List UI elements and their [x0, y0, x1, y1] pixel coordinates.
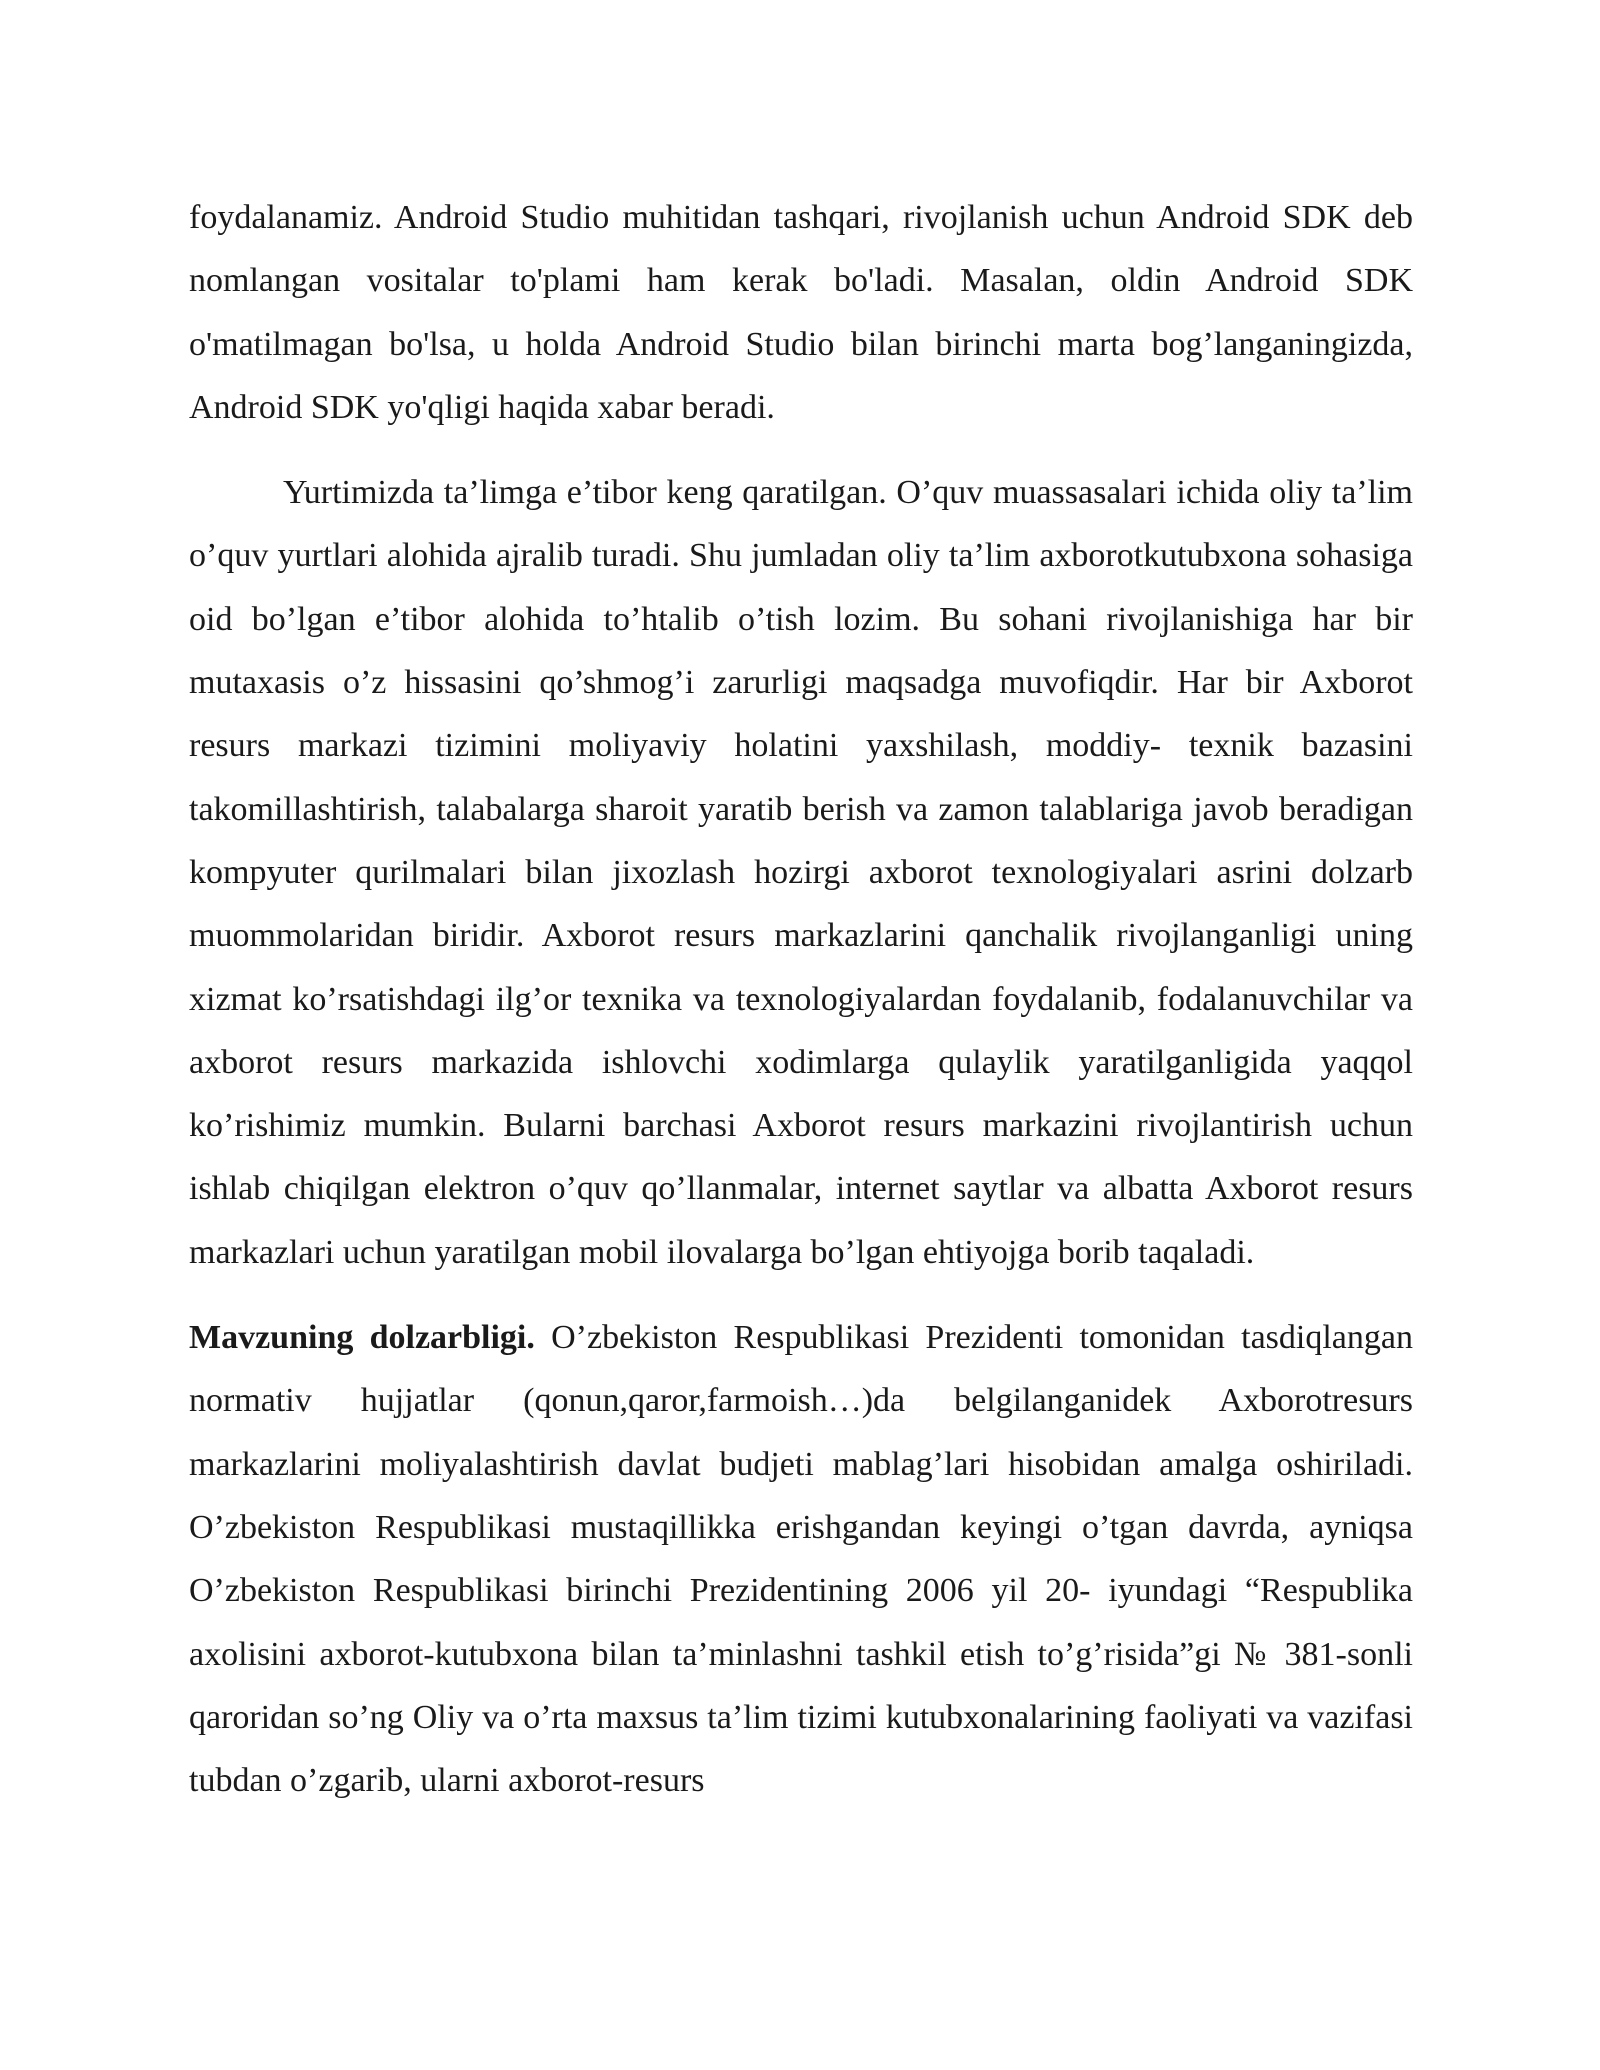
paragraph-text: foydalanamiz. Android Studio muhitidan tashqari, rivojlanish uchun Android SDK deb nomlangan vositalar to'plami ham kerak bo'ladi. Masalan, oldin Android SDK o'matilmagan bo'lsa, u holda Android Studio bilan birinchi marta bog’langaningizda, Android SDK yo'qligi haqida xabar beradi. — [189, 199, 1413, 426]
paragraph-text: O’zbekiston Respublikasi Prezidenti tomonidan tasdiqlangan normativ hujjatlar (qonun,qaror,farmoish…)da belgilanganidek Axborotresurs markazlarini moliyalashtirish davlat budjeti mablag’lari hisobidan amalga oshiriladi. O’zbekiston Respublikasi mustaqillikka erishgandan keyingi o’tgan davrda, ayniqsa O’zbekiston Respublikasi birinchi Prezidentining 2006 yil 20- iyundagi “Respublika axolisini axborot-kutubxona bilan ta’minlashni tashkil etish to’g’risida”gi № 381-sonli qaroridan so’ng Oliy va o’rta maxsus ta’lim tizimi kutubxonalarining faoliyati va vazifasi tubdan o’zgarib, ularni axborot-resurs — [189, 1319, 1413, 1800]
document-page — [189, 186, 1413, 1812]
paragraph-education — [189, 461, 1413, 1284]
paragraph-text: Yurtimizda ta’limga e’tibor keng qaratilgan. O’quv muassasalari ichida oliy ta’lim o’quv yurtlari alohida ajralib turadi. Shu jumladan oliy ta’lim axborotkutubxona sohasiga oid bo’lgan e’tibor alohida to’htalib o’tish lozim. Bu sohani rivojlanishiga har bir mutaxasis o’z hissasini qo’shmog’i zarurligi maqsadga muvofiqdir. Har bir Axborot resurs markazi tizimini moliyaviy holatini yaxshilash, moddiy- texnik bazasini takomillashtirish, talabalarga sharoit yaratib berish va zamon talablariga javob beradigan kompyuter qurilmalari bilan jixozlash hozirgi axborot texnologiyalari asrini dolzarb muommolaridan biridir. Axborot resurs markazlarini qanchalik rivojlanganligi uning xizmat ko’rsatishdagi ilg’or texnika va texnologiyalardan foydalanib, fodalanuvchilar va axborot resurs markazida ishlovchi xodimlarga qulaylik yaratilganligida yaqqol ko’rishimiz mumkin. Bularni barchasi Axborot resurs markazini rivojlantirish uchun ishlab chiqilgan elektron o’quv qo’llanmalar, internet saytlar va albatta Axborot resurs markazlari uchun yaratilgan mobil ilovalarga bo’lgan ehtiyojga borib taqaladi. — [189, 474, 1413, 1271]
paragraph-relevance — [189, 1306, 1413, 1812]
paragraph-android-sdk — [189, 186, 1413, 439]
section-lead-heading: Mavzuning dolzarbligi. — [189, 1319, 535, 1357]
